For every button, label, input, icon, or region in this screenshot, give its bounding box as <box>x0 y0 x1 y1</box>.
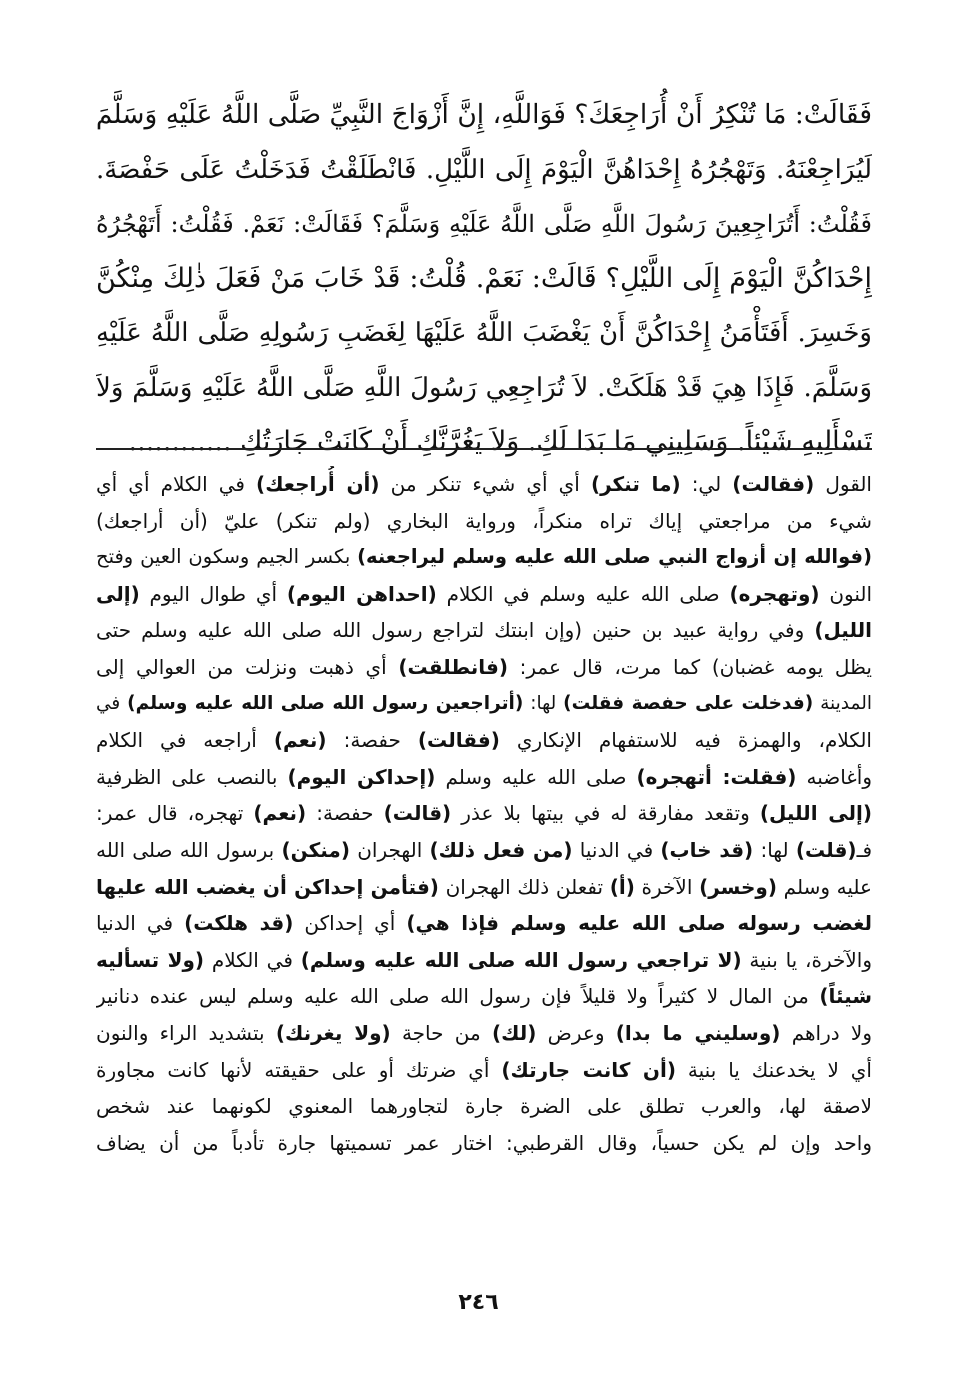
commentary-text: لها: <box>753 837 796 862</box>
commentary-text: وأغاضبه <box>796 764 872 789</box>
commentary-quote: (أن أُراجعك) <box>256 472 380 496</box>
commentary-quote: (فقالت) <box>417 728 500 753</box>
commentary-quote: (ولا يغرنك) <box>275 1020 391 1045</box>
commentary-quote: (من فعل ذلك) <box>429 837 573 862</box>
commentary-text: وعرض <box>536 1020 616 1045</box>
commentary-line <box>96 795 872 832</box>
commentary-quote: (إلى <box>96 581 140 606</box>
commentary-text: بتشديد الراء والنون <box>96 1020 276 1045</box>
commentary-line <box>96 905 872 942</box>
commentary-text: والآخرة، يا بنية <box>741 947 872 972</box>
commentary-text: في الكلام <box>204 947 301 972</box>
commentary-text: أي إحداكن <box>293 911 407 936</box>
commentary-quote: (ولا تسأليه <box>96 947 205 972</box>
commentary-quote: (ما تنكر) <box>590 472 681 496</box>
commentary-text: المدينة <box>813 692 872 714</box>
commentary-text: أراجعه في الكلام <box>96 728 274 753</box>
commentary-quote: (نعم) <box>253 801 307 826</box>
commentary-quote: (فوالله إن أزواج النبي صلى الله عليه وسلم ليراجعنه) <box>357 545 872 569</box>
commentary-text: حفصة: <box>306 801 384 826</box>
commentary-line <box>96 466 872 503</box>
commentary-quote: (قلت) <box>795 837 857 862</box>
commentary-line <box>96 722 872 759</box>
commentary-text: تهجره، قال عمر: <box>96 801 254 826</box>
commentary-text: في الكلام أي أي <box>96 472 257 496</box>
commentary-line <box>96 1052 872 1089</box>
commentary-text: في الدنيا <box>572 837 661 862</box>
commentary-line <box>96 1015 872 1052</box>
commentary-text: من المال لا كثيراً ولا قليلاً فإن رسول الله صلى الله عليه وسلم ليس عنده دنانير <box>96 984 820 1009</box>
commentary-text: في الدنيا <box>96 911 185 936</box>
commentary-quote: (منكن) <box>281 837 350 862</box>
commentary-line <box>96 649 872 686</box>
commentary-text: الكلام، والهمزة فيه للاستفهام الإنكاري <box>499 728 872 753</box>
section-divider <box>96 448 872 450</box>
commentary-text: أي لا يخدعنك يا بنية <box>676 1057 872 1082</box>
main-text-line: تَسْأَلِيهِ شَيْئاً. وَسَلِينِي مَا بَدَا لَكِ. وَلاَ يَغُرَّنَّكِ أَنْ كَانَتْ جَارَتُكِ ............ <box>128 426 872 457</box>
commentary-text: لاصقة لها، والعرب تطلق على الضرة جارة لتجاورهما المعنوي لكونهما عند شخص <box>96 1094 872 1119</box>
commentary-text: صلى الله عليه وسلم في الكلام <box>436 581 730 606</box>
commentary-text: أي ضرتك أو على حقيقته لأنها كانت مجاورة <box>96 1057 502 1082</box>
commentary-quote: (إلى الليل) <box>759 801 872 826</box>
commentary-line <box>96 503 872 540</box>
commentary-quote: (احداهن اليوم) <box>286 581 437 606</box>
commentary-line <box>96 1088 872 1125</box>
commentary-quote: (فقلت: أتهجره) <box>636 764 797 789</box>
commentary-quote: (وتهجره) <box>729 581 820 606</box>
commentary-quote: (أتراجعين رسول الله صلى الله عليه وسلم) <box>127 692 524 714</box>
commentary <box>96 466 872 1161</box>
commentary-text: بالنصب على الظرفية <box>96 764 288 789</box>
commentary-text: حفصة: <box>326 728 418 753</box>
commentary-text: بكسر الجيم وسكون العين وفتح <box>96 545 358 569</box>
commentary-line <box>96 869 872 906</box>
commentary-quote: (فدخلت على حفصة فقلت) <box>563 692 814 714</box>
commentary-text: واحد وإن لم يكن حسياً، وقال القرطبي: اختار عمر تسميتها جارة تأدباً من أن يضاف <box>96 1130 872 1155</box>
commentary-quote: (قد خاب) <box>660 837 754 862</box>
commentary-quote: لغضب رسوله صلى الله عليه وسلم فإذا هي) <box>406 911 872 936</box>
commentary-text: في <box>96 692 128 714</box>
commentary-quote: (إحداكن اليوم) <box>287 764 436 789</box>
commentary-quote: (أن كانت جارتك) <box>501 1057 677 1082</box>
main-text <box>96 88 872 470</box>
main-text-line: فَقُلْتُ: أَتُرَاجِعِينَ رَسُولَ اللَّهِ صَلَّى اللَّهُ عَلَيْهِ وَسَلَّمَ؟ فَقَالَتْ: نَعَمْ. فَقُلْتُ: أَتَهْجُرُهُ <box>96 210 872 238</box>
commentary-text: وتقعد مفارقة له في بيتها بلا عذر <box>451 801 760 826</box>
commentary-quote: (قد هلكت) <box>184 911 294 936</box>
commentary-quote: (نعم) <box>273 728 327 753</box>
main-text-line: لَيُرَاجِعْنَهُ. وَتَهْجُرُهُ إِحْدَاهُنَّ الْيَوْمَ إِلَى اللَّيْلِ. فَانْطَلَقْتُ فَدَخَلْتُ عَلَى حَفْصَةَ. <box>96 154 872 185</box>
commentary-line <box>96 612 872 649</box>
commentary-text: أي أي شيء تنكر من <box>379 472 591 496</box>
commentary-text: لها: <box>523 692 564 714</box>
commentary-text: أي ذهبت ونزلت من العوالي إلى <box>96 654 399 679</box>
commentary-quote: الليل) <box>814 618 872 643</box>
main-text-line: وَخَسِرَ. أَفَتَأْمَنُ إِحْدَاكُنَّ أَنْ يَغْضَبَ اللَّهُ عَلَيْهَا لِغَضَبِ رَسُولِهِ صَلَّى اللَّهُ عَلَيْهِ <box>96 318 872 348</box>
commentary-text: القول <box>814 472 872 496</box>
commentary-quote: شيئاً) <box>819 984 872 1009</box>
commentary-line <box>96 576 872 613</box>
commentary-line <box>96 539 872 576</box>
commentary-text: فـ <box>856 837 872 862</box>
commentary-text: وفي رواية عبيد بن حنين (وإن ابنتك لتراجع رسول الله صلى الله عليه وسلم حتى <box>96 618 815 643</box>
commentary-text: الهجران <box>349 837 430 862</box>
commentary-text: عليه وسلم <box>776 874 872 899</box>
commentary-quote: (لا تراجعي رسول الله صلى الله عليه وسلم) <box>300 947 742 972</box>
commentary-quote: (قالت) <box>383 801 452 826</box>
commentary-line <box>96 978 872 1015</box>
commentary-text: يظل يومه غضبان) كما مرت، قال عمر: <box>507 654 872 679</box>
commentary-text: من حاجة <box>390 1020 492 1045</box>
commentary-text: شيء من مراجعتي إياك تراه منكراً، ورواية البخاري (ولم تنكر) عليّ (أن أراجعك) <box>96 508 872 533</box>
commentary-text: تفعلن ذلك الهجران <box>438 874 610 899</box>
commentary-quote: (لك) <box>491 1020 537 1045</box>
commentary-quote: (فقالت) <box>732 472 815 496</box>
commentary-text: النون <box>819 581 872 606</box>
commentary-line <box>96 759 872 796</box>
commentary-line <box>96 1125 872 1162</box>
commentary-quote: (وخسر) <box>699 874 777 899</box>
commentary-text: ولا دراهم <box>780 1020 872 1045</box>
commentary-line <box>96 832 872 869</box>
commentary-quote: (أ) <box>609 874 635 899</box>
commentary-line <box>96 686 872 723</box>
commentary-quote: (فتأمن إحداكن أن يغضب الله عليها <box>96 874 439 899</box>
main-text-line: فَقَالَتْ: مَا تُنْكِرُ أَنْ أُرَاجِعَكَ؟ فَوَاللَّهِ، إِنَّ أَزْوَاجَ النَّبِيِّ صَلَّى اللَّهُ عَلَيْهِ وَسَلَّمَ <box>96 99 872 130</box>
commentary-text: الآخرة <box>634 874 700 899</box>
main-text-line: وَسَلَّمَ. فَإِذَا هِيَ قَدْ هَلَكَتْ. لاَ تُرَاجِعِي رَسُولَ اللَّهِ صَلَّى اللَّهُ عَلَيْهِ وَسَلَّمَ وَلاَ <box>96 372 872 403</box>
commentary-text: برسول الله صلى الله <box>96 837 282 862</box>
commentary-text: صلى الله عليه وسلم <box>435 764 637 789</box>
commentary-text: أي طوال اليوم <box>139 581 287 606</box>
commentary-quote: (فانطلقت) <box>398 654 508 679</box>
main-text-line: إِحْدَاكُنَّ الْيَوْمَ إِلَى اللَّيْلِ؟ قَالَتْ: نَعَمْ. قُلْتُ: قَدْ خَابَ مَنْ فَعَلَ ذٰلِكَ مِنْكُنَّ <box>96 262 872 294</box>
commentary-line <box>96 942 872 979</box>
commentary-quote: (وسليني ما بدا) <box>615 1020 781 1045</box>
commentary-text: لي: <box>680 472 733 496</box>
page-number: ٢٤٦ <box>458 1290 499 1315</box>
